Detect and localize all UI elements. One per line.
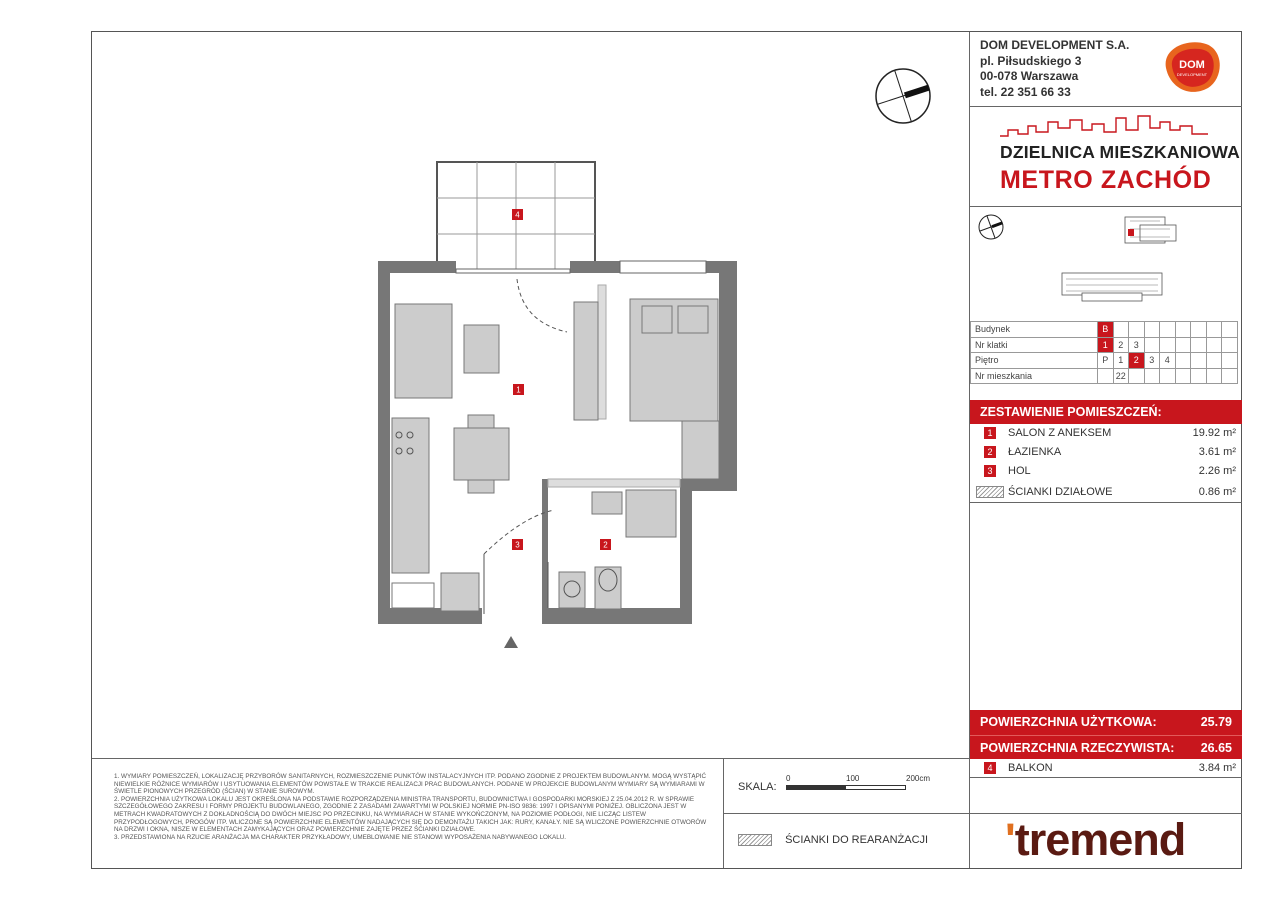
- room-row: [970, 462, 1242, 481]
- room-area: 19.92 m²: [1192, 427, 1236, 439]
- note-2: 2. POWIERZCHNIA UŻYTKOWA LOKALU JEST OKREŚLONA NA PODSTAWIE ROZPORZĄDZENIA MINISTRA TRANSPORTU, BUDOWNICTWA I GOSPODARKI MORSKIEJ Z 25.04.2012 R. W SPRAWIE SZCZEGÓŁOWEGO ZAKRESU I FORMY PROJEKTU BUDOWLANEGO, ZGODNIE Z ZASADAMI ZAWARTYMI W POLSKIEJ NORMIE PN-ISO 9836: 1997 I OPISANYMI PONIŻEJ. OBLICZONA JEST W METRACH KWADRATOWYCH Z DOKŁADNOŚCIĄ DO DWÓCH MIEJSC PO PRZECINKU, NA WYMIARACH W STANIE WYKOŃCZONYM, NA POZIOMIE PODŁOGI, NIE LICZĄC LISTEW PRZYPODŁOGOWYCH, PROGÓW ITP. WLICZONE SĄ POWIERZCHNIE ELEMENTÓW NADAJĄCYCH SIĘ DO DEMONTAŻU TAKICH JAK: RURY, KANAŁY. NIE SĄ WLICZONE POWIERZCHNIE OTWORÓW NA DRZWI I OKNA, NISZE W ELEMENTACH ZAMYKAJĄCYCH ORAZ POWIERZCHNIE ZAJĘTE PRZEZ ŚCIANKI DZIAŁOWE.: [114, 795, 707, 834]
- divider: [970, 106, 1242, 107]
- tremend-apostrophe: ': [1005, 814, 1015, 865]
- hatch-swatch: [976, 486, 1004, 498]
- rooms-header: ZESTAWIENIE POMIESZCZEŃ:: [970, 400, 1242, 424]
- plan-label-3: 3: [515, 540, 520, 550]
- logo-text: DOM: [1179, 59, 1205, 71]
- stair-label: Nr klatki: [971, 337, 1098, 353]
- legend: [738, 834, 928, 846]
- divider: [970, 502, 1242, 503]
- floor-1: 1: [1113, 353, 1129, 369]
- scale-tick-0: 0: [786, 774, 791, 783]
- floor-4: 4: [1160, 353, 1176, 369]
- real-area-label: POWIERZCHNIA RZECZYWISTA:: [980, 741, 1175, 755]
- balcony-row: [970, 759, 1242, 778]
- brand-line1: DZIELNICA MIESZKANIOWA: [1000, 142, 1240, 162]
- balcony-number: 4: [984, 762, 996, 774]
- divider: [92, 758, 969, 759]
- entrance-arrow-icon: [504, 636, 518, 648]
- key-plan-compass-icon: [979, 215, 1003, 239]
- floor-2: 2: [1129, 353, 1145, 369]
- plan-label-1: 1: [516, 385, 521, 395]
- scale-track: [786, 785, 906, 790]
- floor-plan: [92, 32, 969, 758]
- plan-label-2: 2: [603, 540, 608, 550]
- usable-area-bar: [970, 710, 1242, 735]
- furniture: [392, 299, 719, 611]
- scale-tick-100: 100: [846, 774, 860, 783]
- apartment-value: 22: [1113, 368, 1129, 384]
- room-area: 2.26 m²: [1198, 465, 1236, 477]
- scale-label: SKALA:: [738, 781, 777, 793]
- room-name: HOL: [1008, 465, 1031, 477]
- building-label: Budynek: [971, 322, 1098, 338]
- room-name: SALON Z ANEKSEM: [1008, 427, 1112, 439]
- key-plan: [970, 207, 1242, 320]
- stair-1: 1: [1098, 337, 1114, 353]
- room-row: [970, 443, 1242, 462]
- room-name: ŁAZIENKA: [1008, 446, 1062, 458]
- room-number: 2: [984, 446, 996, 458]
- apartment-label: Nr mieszkania: [971, 368, 1098, 384]
- company-city: 00-078 Warszawa: [980, 69, 1079, 83]
- footnotes: [114, 773, 714, 841]
- real-area-value: 26.65: [1200, 741, 1232, 755]
- partitions-area: 0.86 m²: [1198, 486, 1236, 498]
- room-number: 3: [984, 465, 996, 477]
- note-3: 3. PRZEDSTAWIONA NA RZUCIE ARANŻACJA MA CHARAKTER PRZYKŁADOWY, UMEBLOWANIE NIE STANOWI WYPOSAŻENIA NABYWANEGO LOKALU.: [114, 833, 567, 841]
- room-number: 1: [984, 427, 996, 439]
- balcony-area: 3.84 m²: [1198, 762, 1236, 774]
- scale-bar: [738, 776, 958, 806]
- company-info: [980, 38, 1129, 100]
- apartment-info-table: [970, 321, 1238, 384]
- legend-hatch: [738, 834, 772, 846]
- stair-3: 3: [1129, 337, 1145, 353]
- partitions-name: ŚCIANKI DZIAŁOWE: [1008, 486, 1113, 498]
- dom-development-logo: [1158, 38, 1224, 94]
- real-area-bar: [970, 735, 1242, 759]
- stair-2: 2: [1113, 337, 1129, 353]
- legend-text: ŚCIANKI DO REARANŻACJI: [785, 834, 929, 847]
- building-value: B: [1098, 322, 1114, 338]
- usable-area-value: 25.79: [1200, 715, 1232, 729]
- logo-subtext: DEVELOPMENT: [1176, 72, 1208, 77]
- company-name: DOM DEVELOPMENT S.A.: [980, 38, 1130, 52]
- scale-tick-200: 200cm: [906, 774, 931, 783]
- usable-area-label: POWIERZCHNIA UŻYTKOWA:: [980, 715, 1157, 729]
- tremend-text: tremend: [1014, 814, 1186, 865]
- divider: [723, 813, 969, 814]
- balcony-name: BALKON: [1008, 762, 1053, 774]
- note-1: 1. WYMIARY POMIESZCZEŃ, LOKALIZACJĘ PRZYBORÓW SANITARNYCH, ROZMIESZCZENIE PUNKTÓW INSTALACYJNYCH ITP. PODANO ZGODNIE Z PROJEKTEM BUDOWLANYM. MOGĄ WYSTĄPIĆ NIEWIELKIE RÓŻNICE WYMIARÓW I USYTUOWANIA ELEMENTÓW POWSTAŁE W TRAKCIE REALIZACJI PRAC BUDOWLANYCH. PODANE W PROJEKCIE BUDOWLANYM WYMIARY SĄ WYMIARAMI W ŚWIETLE PIONOWYCH PRZEGRÓD (ŚCIAN) W STANIE SUROWYM.: [114, 773, 707, 796]
- plan-label-4: 4: [515, 210, 520, 220]
- floor-3: 3: [1144, 353, 1160, 369]
- room-area: 3.61 m²: [1198, 446, 1236, 458]
- company-address: pl. Piłsudskiego 3: [980, 53, 1082, 68]
- brand-line2: METRO ZACHÓD: [1000, 166, 1212, 194]
- floor-p: P: [1098, 353, 1114, 369]
- room-row: [970, 424, 1242, 443]
- company-phone: tel. 22 351 66 33: [980, 84, 1071, 99]
- north-compass-icon: [876, 69, 930, 123]
- floor-label: Piętro: [971, 353, 1098, 369]
- tremend-logo: [1005, 814, 1185, 866]
- partitions-row: [970, 483, 1242, 502]
